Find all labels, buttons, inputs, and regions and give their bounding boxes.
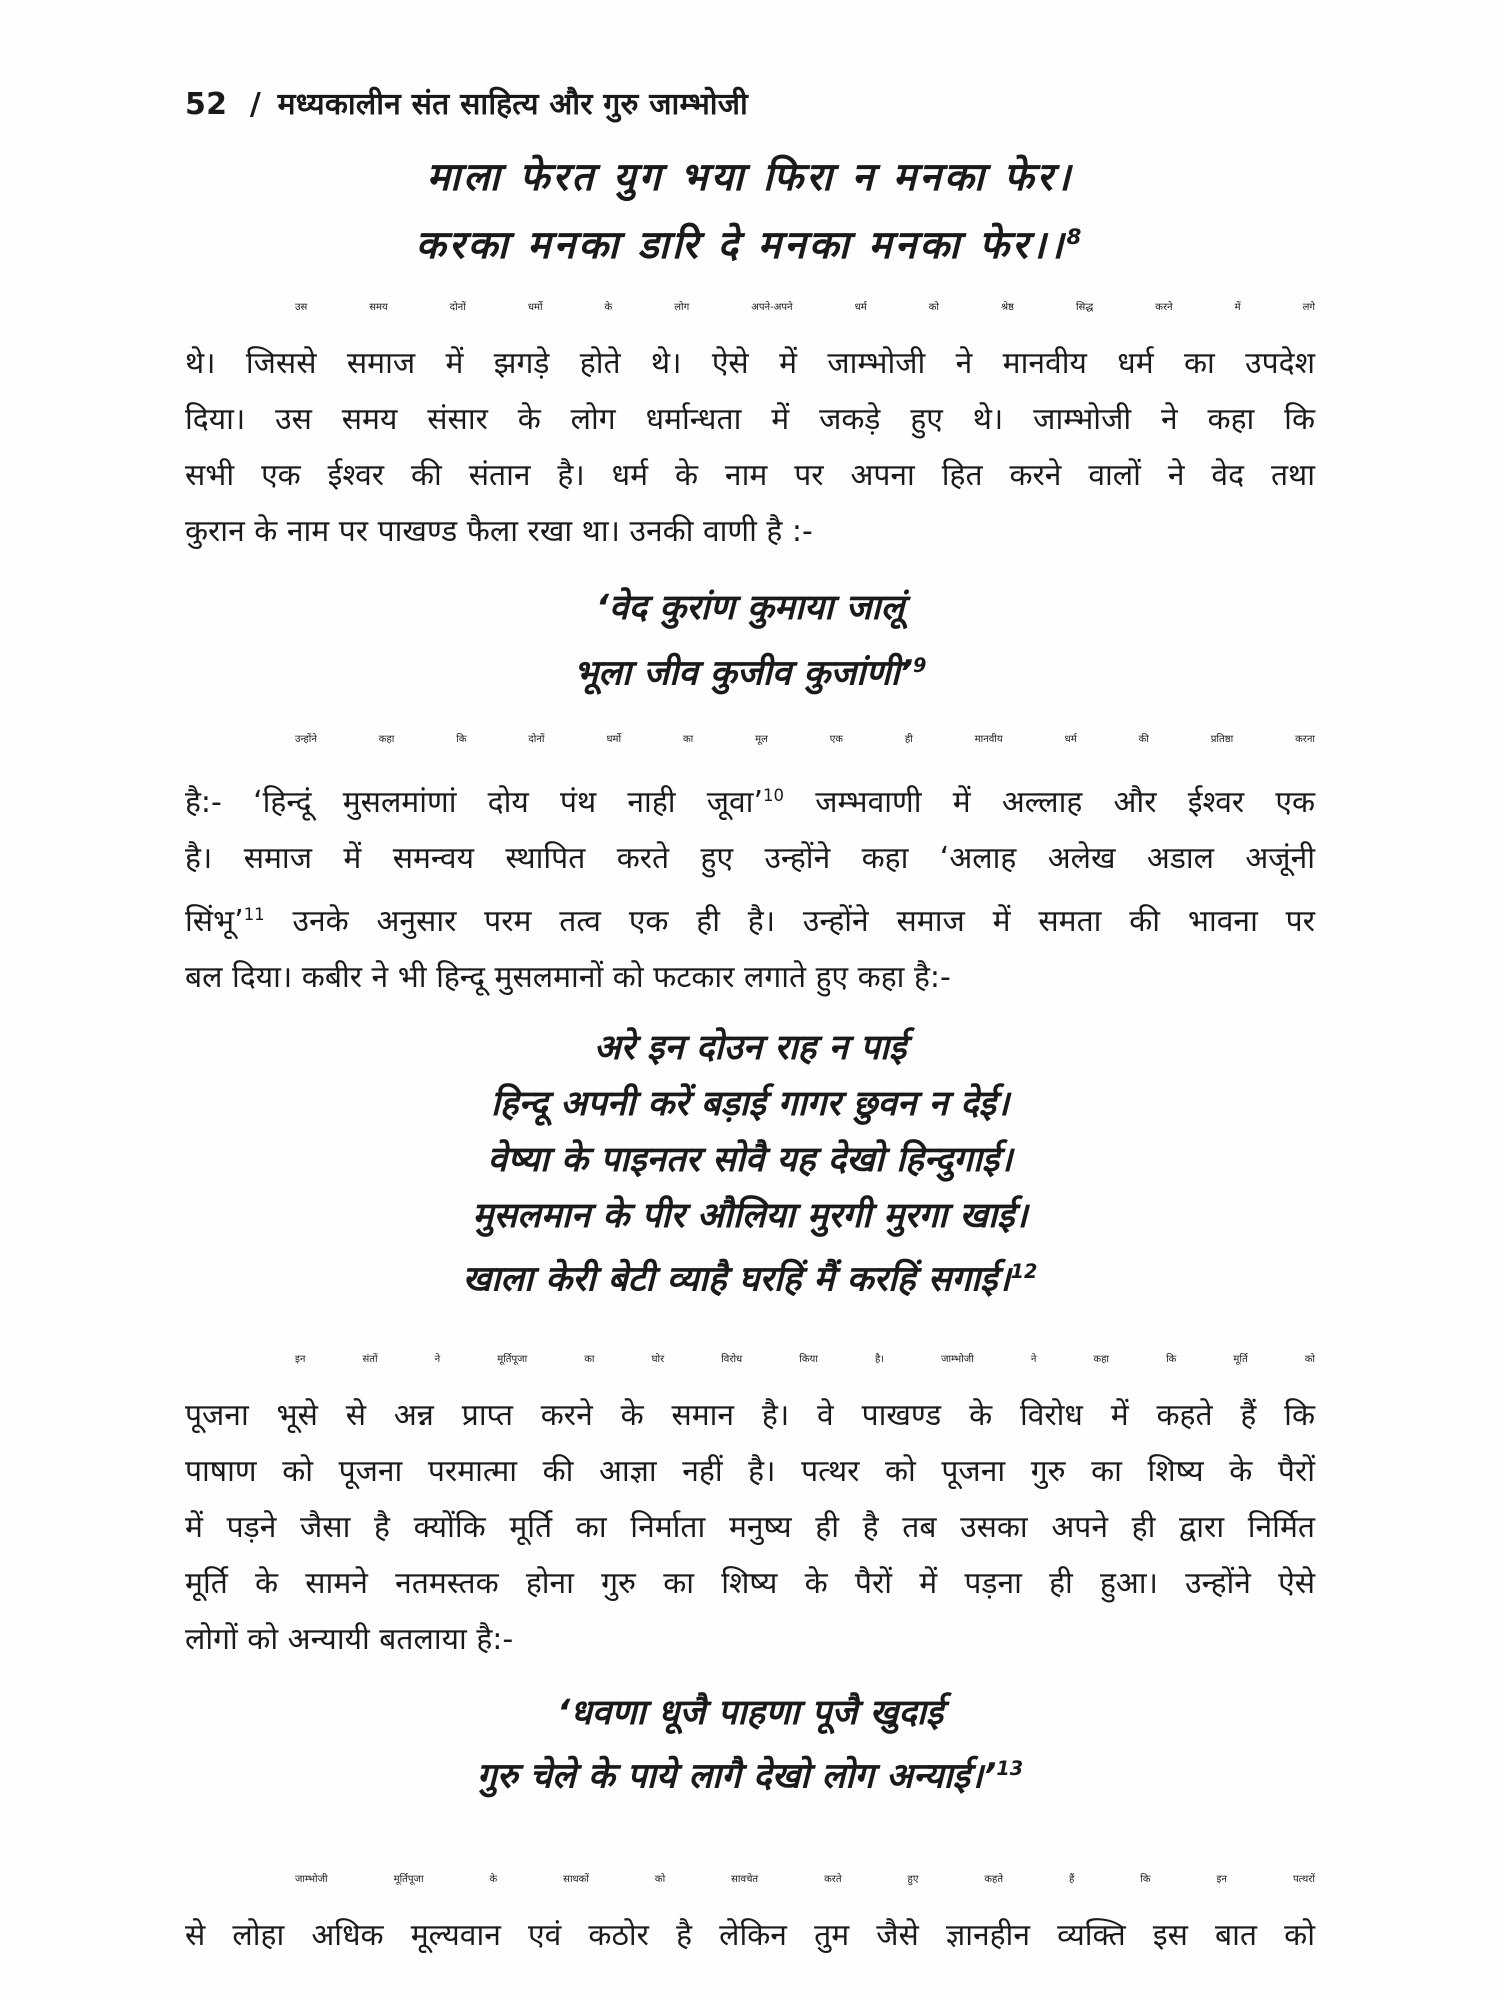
paragraph-line: थे। जिससे समाज में झगड़े होते थे। ऐसे में जाम्भोजी ने मानवीय धर्म का उपदेश (185, 346, 1315, 381)
paragraph-line: कुरान के नाम पर पाखण्ड फैला रखा था। उनकी वाणी है :- (185, 514, 813, 549)
footnote-ref: 9 (913, 654, 927, 677)
page-header (185, 82, 748, 123)
footnote-ref: 8 (1066, 225, 1085, 250)
verse-dhavna (0, 1685, 1500, 1805)
paragraph-line: है। समाज में समन्वय स्थापित करते हुए उन्होंने कहा ‘अलाह अलेख अडाल अजूंनी (185, 841, 1315, 876)
verse-line: मुसलमान के पीर औलिया मुरगी मुरगा खाई। (472, 1196, 1028, 1236)
paragraph-line (185, 768, 1315, 831)
book-title: मध्यकालीन संत साहित्य और गुरु जाम्भोजी (277, 87, 748, 122)
paragraph-1 (185, 280, 1315, 560)
verse-kabir-mala (0, 148, 1500, 276)
paragraph-text: सिंभू’ (185, 904, 244, 939)
verse-line: ‘धवणा धूजै पाहणा पूजै खुदाई (556, 1693, 944, 1733)
footnote-ref: 13 (996, 1757, 1024, 1780)
page-number: 52 (185, 87, 228, 122)
verse-line: ‘वेद कुरांण कुमाया जालूं (595, 588, 905, 628)
footnote-ref: 12 (1010, 1260, 1038, 1283)
paragraph-line: उन्होंने कहा कि दोनों धर्मो का मूल एक ही मानवीय धर्म की प्रतिष्ठा करना (295, 734, 1315, 745)
verse-line: अरे इन दोउन राह न पाई (593, 1028, 907, 1068)
footnote-ref: 10 (763, 786, 784, 805)
verse-line-text: भूला जीव कुजीव कुजांणी’ (573, 653, 913, 694)
paragraph-line (185, 887, 1315, 950)
paragraph-4 (185, 1852, 1315, 1964)
verse-line: माला फेरत युग भया फिरा न मनका फेर। (426, 155, 1074, 200)
verse-line: वेष्या के पाइनतर सोवै यह देखो हिन्दुगाई। (487, 1140, 1013, 1180)
verse-line (0, 208, 1500, 276)
paragraph-line: में पड़ने जैसा है क्योंकि मूर्ति का निर्माता मनुष्य ही है तब उसका अपने ही द्वारा निर्मित (185, 1510, 1315, 1545)
paragraph-line: इन संतों ने मूर्तिपूजा का घोर विरोध किया है। जाम्भोजी ने कहा कि मूर्ति को (295, 1354, 1315, 1365)
paragraph-line: जाम्भोजी मूर्तिपूजा के साधकों को सावचेत करते हुए कहते हैं कि इन पत्थरों (295, 1874, 1315, 1885)
paragraph-3 (185, 1332, 1315, 1668)
footnote-ref: 11 (243, 905, 265, 924)
paragraph-text: है:- ‘हिन्दूं मुसलमांणां दोय पंथ नाही जूवा’ (185, 785, 763, 820)
paragraph-line: दिया। उस समय संसार के लोग धर्मान्धता में जकड़े हुए थे। जाम्भोजी ने कहा कि (185, 402, 1315, 437)
verse-line: हिन्दू अपनी करें बड़ाई गागर छुवन न देई। (490, 1084, 1010, 1124)
verse-line (0, 1741, 1500, 1805)
paragraph-line: मूर्ति के सामने नतमस्तक होना गुरु का शिष्य के पैरों में पड़ना ही हुआ। उन्होंने ऐसे (185, 1566, 1315, 1601)
verse-line-text: करका मनका डारि दे मनका मनका फेर।। (415, 223, 1067, 268)
paragraph-2 (185, 712, 1315, 1006)
verse-line-text: गुरु चेले के पाये लागै देखो लोग अन्याई।’ (476, 1756, 997, 1797)
paragraph-line: उस समय दोनों धर्मो के लोग अपने-अपने धर्म को श्रेष्ठ सिद्ध करने में लगे (295, 302, 1315, 313)
verse-line (0, 1244, 1500, 1308)
paragraph-text: जम्भवाणी में अल्लाह और ईश्वर एक (784, 785, 1315, 820)
paragraph-line: सभी एक ईश्वर की संतान है। धर्म के नाम पर अपना हित करने वालों ने वेद तथा (185, 458, 1315, 493)
header-separator: / (249, 87, 261, 122)
verse-line-text: खाला केरी बेटी व्याहै घरहिं मैं करहिं सगाई। (462, 1259, 1011, 1300)
paragraph-line: से लोहा अधिक मूल्यवान एवं कठोर है लेकिन तुम जैसे ज्ञानहीन व्यक्ति इस बात को (185, 1918, 1315, 1953)
verse-ved-kuran (0, 580, 1500, 703)
paragraph-line: लोगों को अन्यायी बतलाया है:- (185, 1622, 514, 1657)
verse-line (0, 637, 1500, 703)
paragraph-text: उनके अनुसार परम तत्व एक ही है। उन्होंने समाज में समता की भावना पर (264, 904, 1315, 939)
verse-kabir-hindu-muslim (0, 1020, 1500, 1308)
paragraph-line: पाषाण को पूजना परमात्मा की आज्ञा नहीं है। पत्थर को पूजना गुरु का शिष्य के पैरों (185, 1454, 1315, 1489)
paragraph-line: पूजना भूसे से अन्न प्राप्त करने के समान है। वे पाखण्ड के विरोध में कहते हैं कि (185, 1398, 1315, 1433)
paragraph-line: बल दिया। कबीर ने भी हिन्दू मुसलमानों को फटकार लगाते हुए कहा है:- (185, 960, 951, 995)
